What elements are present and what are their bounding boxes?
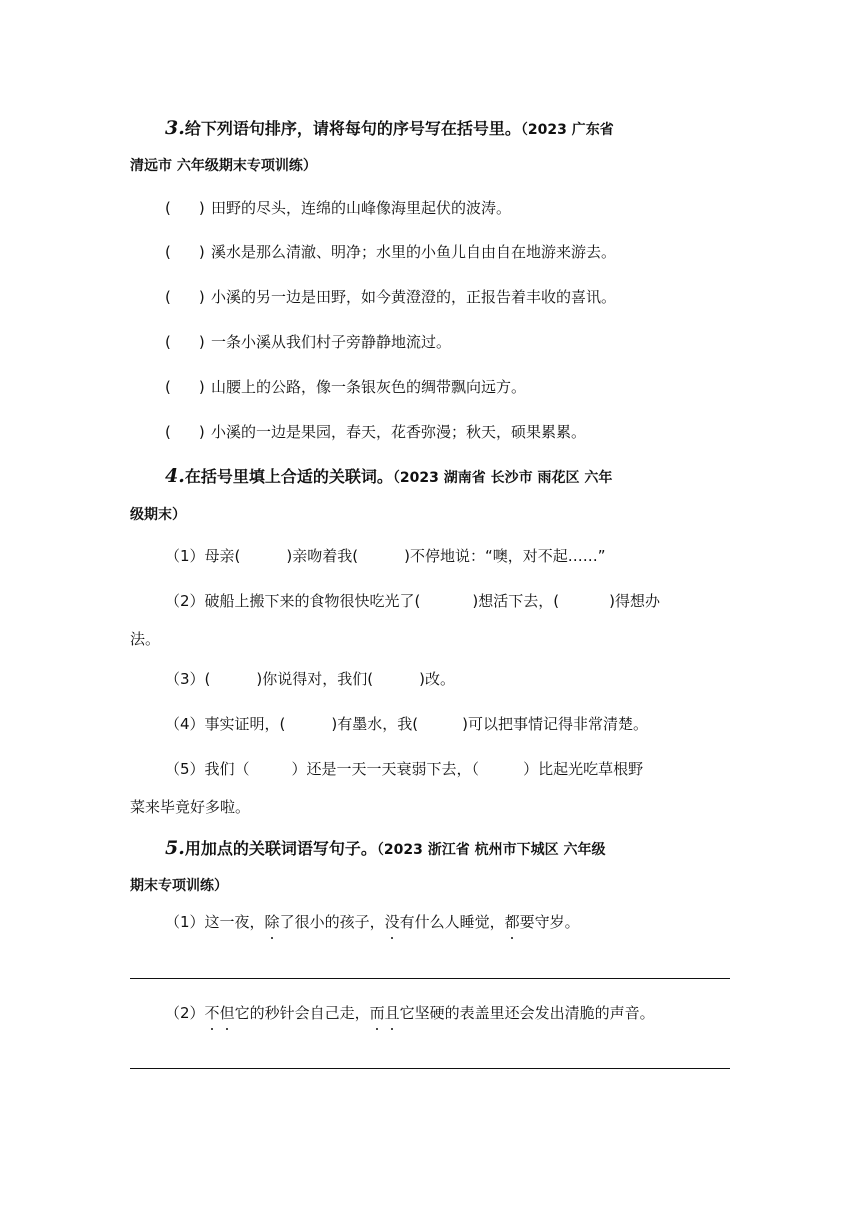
q3-answer-blank[interactable]: ( ): [165, 423, 205, 441]
q3-item-text: 一条小溪从我们村子旁静静地流过。: [211, 333, 452, 351]
q4-source: （2023 湖南省 长沙市 雨花区 六年: [392, 470, 613, 486]
q3-item: [165, 242, 616, 262]
q4-sentence-5-cont: 菜来毕竟好多啦。: [130, 798, 251, 816]
q3-answer-blank[interactable]: ( ): [165, 199, 205, 217]
q3-answer-blank[interactable]: ( ): [165, 378, 205, 396]
q3-item-text: 小溪的另一边是田野，如今黄澄澄的，正报告着丰收的喜讯。: [211, 288, 617, 306]
q3-item-text: 溪水是那么清澈、明净；水里的小鱼儿自由自在地游来游去。: [211, 243, 617, 261]
q3-item-text: 田野的尽头，连绵的山峰像海里起伏的波涛。: [211, 199, 512, 217]
q4-sentence-3: （3）( )你说得对，我们( )改。: [165, 670, 455, 688]
emphasis-dot-char: 但: [219, 1004, 235, 1022]
q3-title: 给下列语句排序，请将每句的序号写在括号里。: [184, 119, 521, 138]
emphasis-dot-char: 除: [264, 913, 280, 931]
q5-heading: [165, 838, 605, 860]
q5-sentence-1: （1）这一夜，除了很小的孩子，没有什么人睡觉，都要守岁。: [165, 913, 580, 931]
q3-item: [165, 422, 586, 442]
q3-source: （2023 广东省: [520, 122, 614, 138]
q3-item: [165, 287, 616, 307]
q4-sentence-2-cont: 法。: [130, 630, 161, 648]
q4-number: 4.: [165, 465, 185, 487]
q3-answer-blank[interactable]: ( ): [165, 243, 205, 261]
q3-item-text: 小溪的一边是果园，春天，花香弥漫；秋天，硕果累累。: [211, 423, 587, 441]
q3-item: [165, 332, 451, 352]
q5-source-cont: 期末专项训练）: [130, 878, 228, 894]
q3-item-text: 山腰上的公路，像一条银灰色的绸带飘向远方。: [211, 378, 527, 396]
emphasis-dot-char: 都: [504, 913, 520, 931]
q3-item: [165, 198, 511, 218]
q5-number: 5.: [165, 837, 185, 859]
q4-sentence-1: （1）母亲( )亲吻着我( )不停地说：“噢，对不起……”: [165, 547, 606, 565]
q4-title: 在括号里填上合适的关联词。: [184, 467, 393, 486]
q4-source-cont: 级期末）: [130, 507, 186, 523]
q5-title: 用加点的关联词语写句子。: [184, 839, 377, 858]
emphasis-dot-char: 且: [384, 1004, 400, 1022]
q4-sentence-2: （2）破船上搬下来的食物很快吃光了( )想活下去，( )得想办: [165, 592, 660, 610]
q3-number: 3.: [165, 117, 185, 139]
emphasis-dot-char: 没: [384, 913, 400, 931]
q3-heading: [165, 118, 614, 140]
q3-answer-blank[interactable]: ( ): [165, 288, 205, 306]
q5-source: （2023 浙江省 杭州市下城区 六年级: [376, 842, 606, 858]
q4-heading: [165, 466, 612, 488]
answer-line-2[interactable]: [130, 1068, 730, 1069]
emphasis-dot-char: 而: [369, 1004, 385, 1022]
emphasis-dot-char: 不: [204, 1004, 220, 1022]
q3-answer-blank[interactable]: ( ): [165, 333, 205, 351]
q5-sentence-2: （2）不但它的秒针会自己走，而且它坚硬的表盖里还会发出清脆的声音。: [165, 1004, 655, 1022]
q3-item: [165, 377, 526, 397]
q4-sentence-4: （4）事实证明，( )有墨水，我( )可以把事情记得非常清楚。: [165, 715, 648, 733]
q3-source-cont: 清远市 六年级期末专项训练）: [130, 158, 317, 174]
q4-sentence-5: （5）我们（ ）还是一天一天衰弱下去，（ ）比起光吃草根野: [165, 760, 644, 778]
answer-line-1[interactable]: [130, 978, 730, 979]
